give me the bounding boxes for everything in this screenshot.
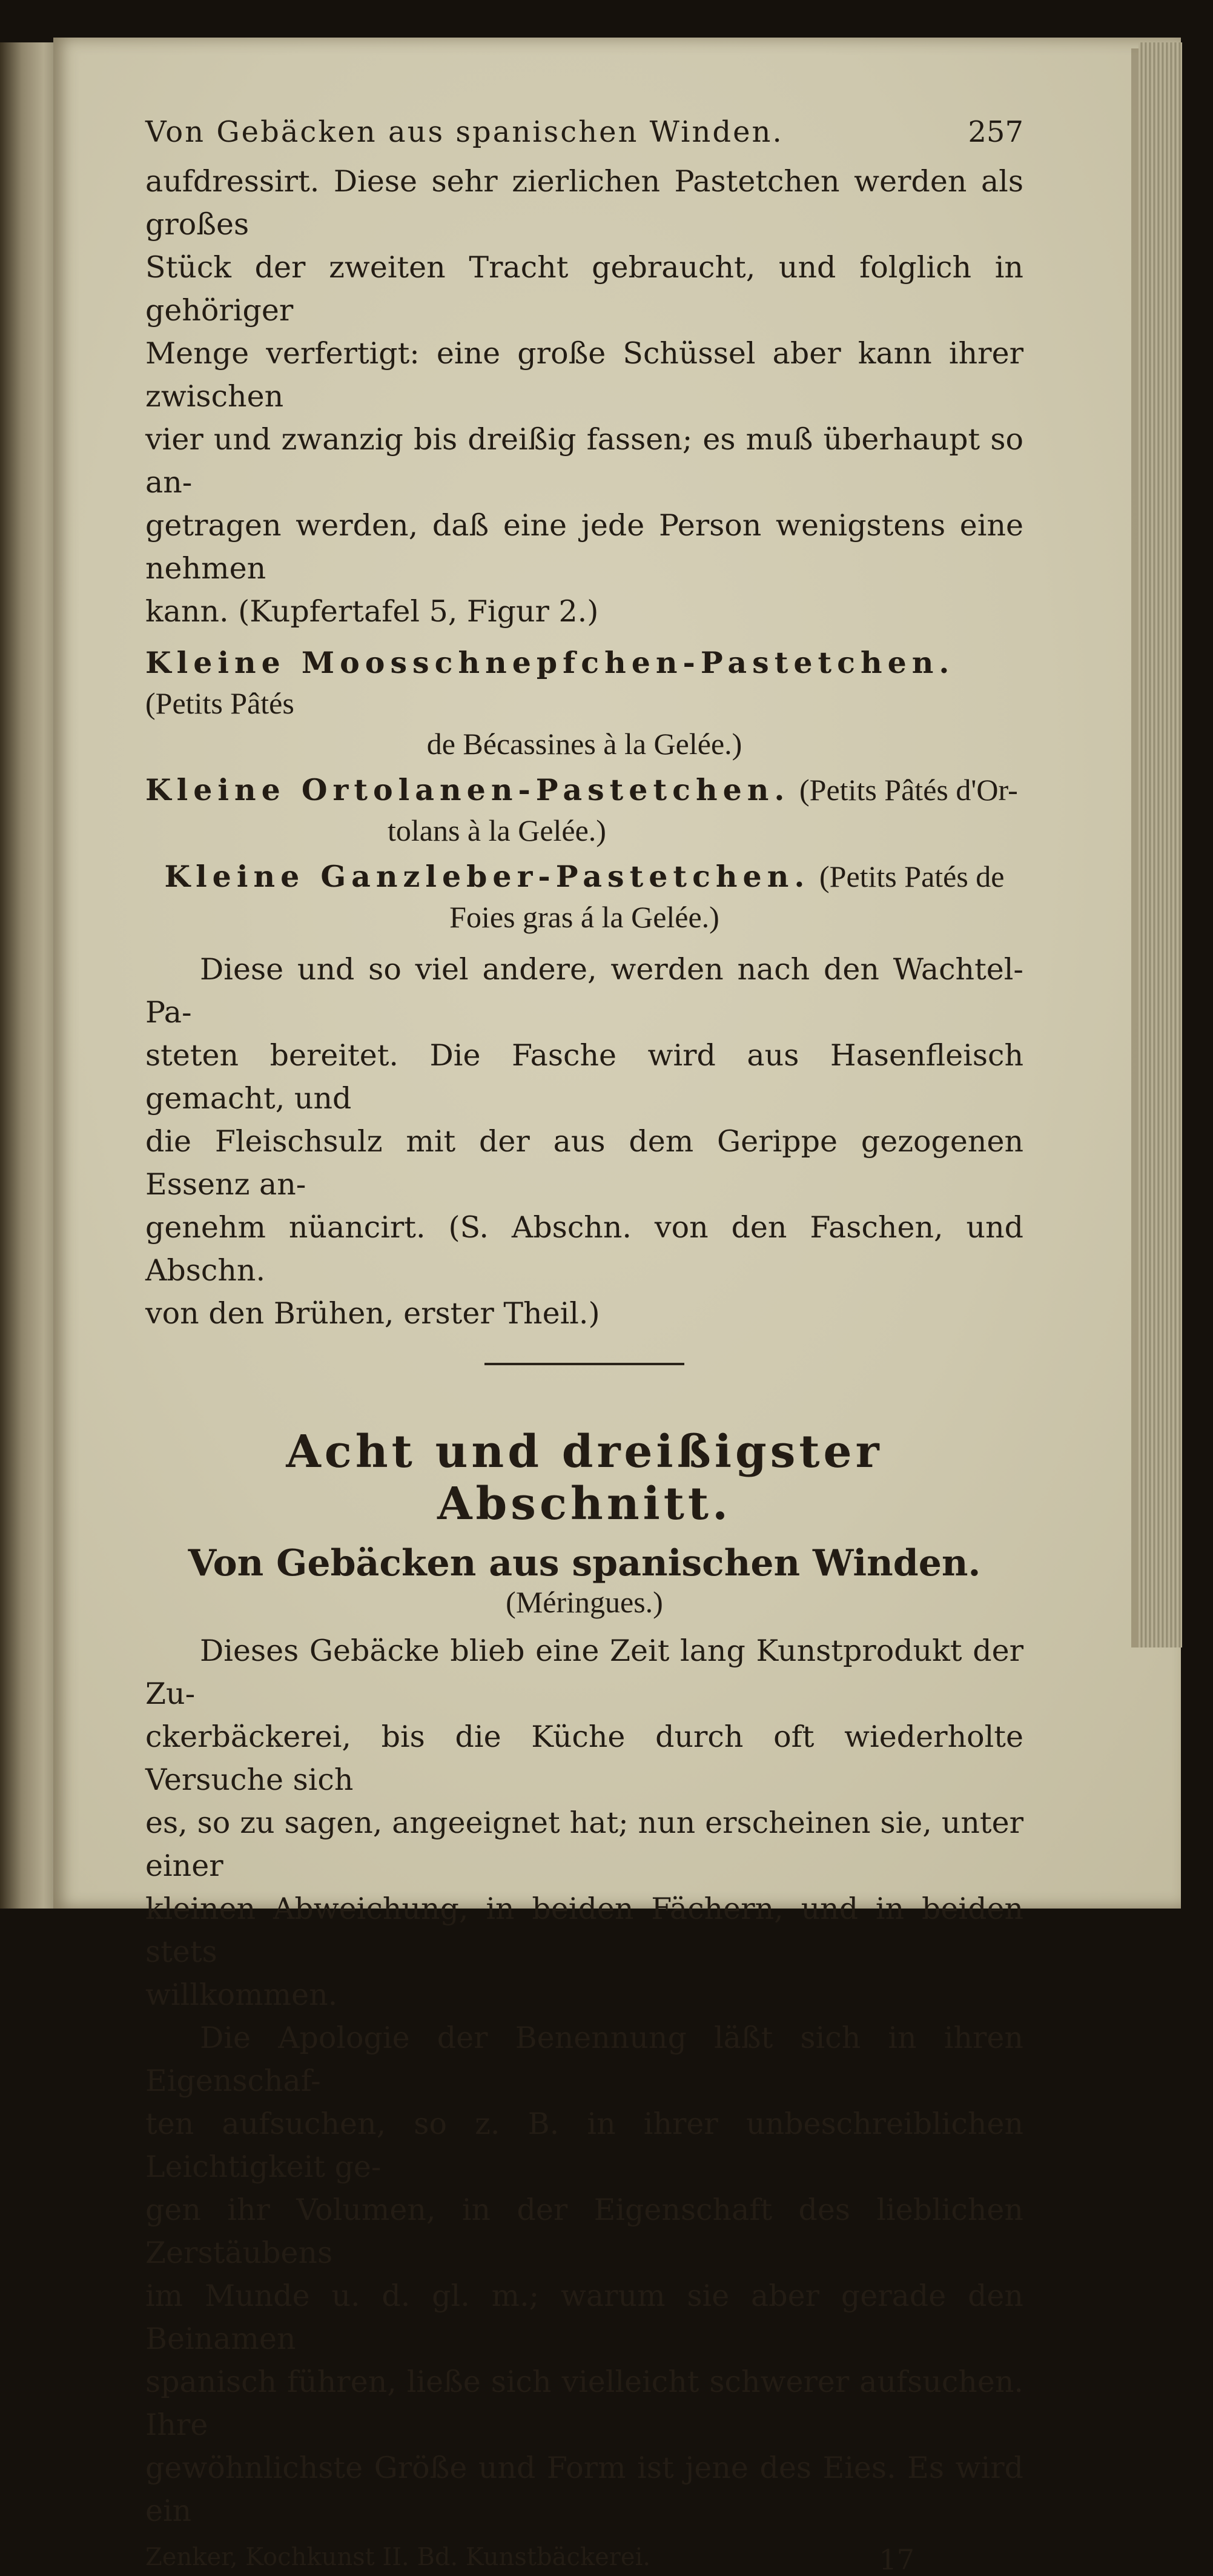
footer-imprint: Zenker, Kochkunst II. Bd. Kunstbäckerei. [145, 2543, 651, 2571]
text-line: kann. (Kupfertafel 5, Figur 2.) [145, 594, 599, 629]
running-head-title: Von Gebäcken aus spanischen Winden. [145, 115, 784, 149]
recipe-entry [145, 856, 1023, 937]
signature-mark: 17 [879, 2543, 914, 2576]
paragraph-3 [145, 1629, 1023, 2016]
entry-french-title: (Petits Pâtés [145, 686, 294, 720]
text-line: vier und zwanzig bis dreißig fassen; es muß überhaupt so an- [145, 422, 1023, 500]
page-text [145, 115, 1023, 2576]
text-line: die Fleischsulz mit der aus dem Gerippe gezogenen Essenz an- [145, 1124, 1023, 1202]
section-heading: Von Gebäcken aus spanischen Winden. [188, 1542, 981, 1584]
text-line: es, so zu sagen, angeeignet hat; nun erscheinen sie, unter einer [145, 1806, 1023, 1883]
text-line: Dieses Gebäcke blieb eine Zeit lang Kunstprodukt der Zu- [145, 1634, 1023, 1711]
entry-french-title: (Petits Patés de [819, 859, 1005, 893]
text-line: Diese und so viel andere, werden nach den Wachtel-Pa- [145, 952, 1023, 1030]
section-divider [484, 1363, 684, 1365]
text-line: aufdressirt. Diese sehr zierlichen Pastetchen werden als großes [145, 164, 1023, 242]
text-line: willkommen. [145, 1978, 338, 2012]
text-line: gewöhnlichste Größe und Form ist jene des Eies. Es wird ein [145, 2451, 1023, 2528]
text-line: Die Apologie der Benennung läßt sich in ihren Eigenschaf- [145, 2021, 1023, 2098]
text-line: von den Brühen, erster Theil.) [145, 1296, 600, 1331]
text-line: spanisch führen, ließe sich vielleicht schwerer aufsuchen. Ihre [145, 2365, 1023, 2442]
text-line: genehm nüancirt. (S. Abschn. von den Faschen, und Abschn. [145, 1210, 1023, 1288]
left-page-edge [0, 42, 55, 1909]
entry-french-continuation: de Bécassines à la Gelée.) [426, 727, 742, 761]
entry-german-title: Kleine Moosschnepfchen-Pastetchen. [145, 645, 955, 680]
chapter-heading: Acht und dreißigster Abschnitt. [286, 1426, 883, 1530]
paragraph-4 [145, 2016, 1023, 2532]
entry-french-title: (Petits Pâtés d'Or- [799, 773, 1018, 807]
page-footer [145, 2543, 1023, 2576]
entry-french-continuation: tolans à la Gelée.) [388, 813, 606, 847]
recipe-entry [145, 643, 1023, 764]
paragraph-2 [145, 948, 1023, 1335]
text-line: Menge verfertigt: eine große Schüssel aber kann ihrer zwischen [145, 336, 1023, 414]
entry-german-title: Kleine Ortolanen-Pastetchen. [145, 772, 790, 807]
section-subheading: (Méringues.) [506, 1585, 663, 1619]
entry-french-continuation: Foies gras á la Gelée.) [449, 900, 719, 934]
text-line: im Munde u. d. gl. m.; warum sie aber gerade den Beinamen [145, 2279, 1023, 2356]
text-line: ten aufsuchen, so z. B. in ihrer unbeschreiblichen Leichtigkeit ge- [145, 2107, 1023, 2184]
text-line: steten bereitet. Die Fasche wird aus Hasenfleisch gemacht, und [145, 1038, 1023, 1116]
running-head [145, 115, 1023, 149]
entry-german-title: Kleine Ganzleber-Pastetchen. [164, 859, 810, 894]
page-fore-edge [1139, 42, 1182, 1647]
text-line: Stück der zweiten Tracht gebraucht, und folglich in gehöriger [145, 250, 1023, 328]
text-line: kleinen Abweichung, in beiden Fächern, und in beiden stets [145, 1892, 1023, 1969]
text-line: getragen werden, daß eine jede Person wenigstens eine nehmen [145, 508, 1023, 586]
text-line: ckerbäckerei, bis die Küche durch oft wiederholte Versuche sich [145, 1720, 1023, 1797]
page-number: 257 [968, 115, 1023, 149]
recipe-entry [145, 770, 1023, 850]
text-line: gen ihr Volumen, in der Eigenschaft des lieblichen Zerstäubens [145, 2193, 1023, 2270]
paragraph-1 [145, 160, 1023, 633]
